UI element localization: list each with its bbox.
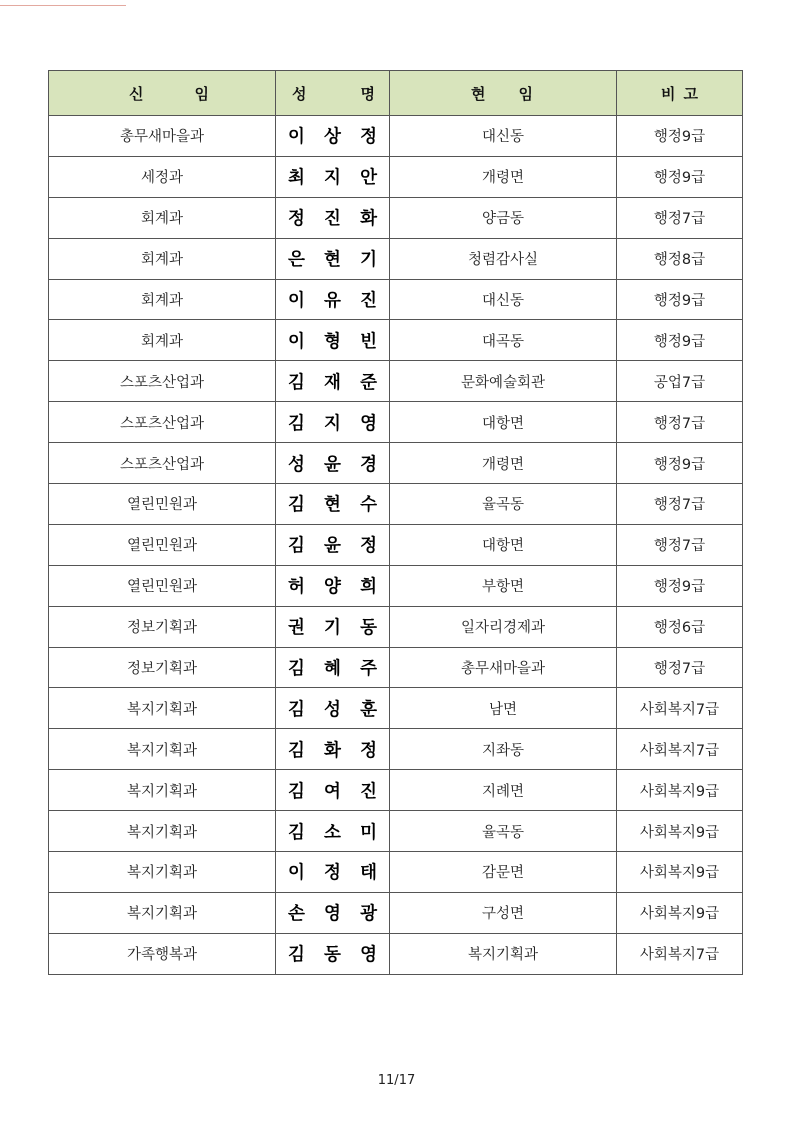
person-name-letters <box>276 328 389 353</box>
table-row <box>49 156 743 197</box>
cell-person-name <box>276 647 390 688</box>
cell-person-name <box>276 238 390 279</box>
person-name-char: 화 <box>324 740 341 761</box>
cell-person-name <box>276 688 390 729</box>
person-name-letters <box>276 859 389 884</box>
person-name-letters <box>276 941 389 966</box>
person-name-letters <box>276 819 389 844</box>
cell-current-post: 부항면 <box>390 565 617 606</box>
table-row <box>49 279 743 320</box>
cell-new-post: 회계과 <box>49 238 276 279</box>
header-name <box>276 71 390 116</box>
person-name-char: 정 <box>360 740 377 761</box>
person-name-char: 재 <box>324 372 341 393</box>
person-name-letters <box>276 205 389 230</box>
person-name-letters <box>276 614 389 639</box>
cell-current-post: 율곡동 <box>390 811 617 852</box>
person-name-char: 진 <box>360 291 377 311</box>
person-name-char: 은 <box>288 250 305 271</box>
person-name-letters <box>276 287 389 312</box>
personnel-table <box>48 70 743 975</box>
person-name-letters <box>276 451 389 476</box>
person-name-char: 성 <box>288 454 305 475</box>
header-name-char-1: 성 <box>292 84 307 103</box>
person-name-char: 정 <box>324 863 341 884</box>
person-name-char: 소 <box>324 822 341 843</box>
person-name-char: 준 <box>360 372 377 393</box>
cell-note-grade: 사회복지9급 <box>617 892 743 933</box>
cell-person-name <box>276 892 390 933</box>
cell-new-post: 정보기획과 <box>49 647 276 688</box>
person-name-letters <box>276 491 389 516</box>
person-name-char: 현 <box>324 495 341 516</box>
person-name-char: 훈 <box>360 699 377 720</box>
cell-note-grade: 사회복지9급 <box>617 770 743 811</box>
table-row <box>49 524 743 565</box>
cell-note-grade: 행정7급 <box>617 647 743 688</box>
table-row <box>49 688 743 729</box>
table-row <box>49 402 743 443</box>
cell-current-post: 청렴감사실 <box>390 238 617 279</box>
person-name-char: 영 <box>360 945 377 966</box>
header-note <box>617 71 743 116</box>
cell-new-post: 스포츠산업과 <box>49 361 276 402</box>
cell-note-grade: 행정9급 <box>617 116 743 157</box>
cell-new-post: 복지기획과 <box>49 852 276 893</box>
table-row <box>49 238 743 279</box>
header-note-char-1: 비 <box>661 84 676 103</box>
person-name-char: 화 <box>360 209 377 230</box>
person-name-char: 여 <box>324 781 341 802</box>
cell-new-post: 복지기획과 <box>49 729 276 770</box>
person-name-char: 형 <box>324 331 341 352</box>
person-name-char: 기 <box>324 618 341 639</box>
person-name-letters <box>276 532 389 557</box>
corner-decoration-line <box>0 5 126 6</box>
cell-current-post: 대항면 <box>390 524 617 565</box>
person-name-char: 윤 <box>324 454 341 475</box>
table-row <box>49 361 743 402</box>
cell-note-grade: 행정7급 <box>617 484 743 525</box>
person-name-char: 정 <box>360 127 377 148</box>
header-current-post-char-1: 현 <box>471 84 486 103</box>
cell-current-post: 지좌동 <box>390 729 617 770</box>
table-row <box>49 811 743 852</box>
cell-current-post: 대신동 <box>390 279 617 320</box>
page-number: 11/17 <box>377 1073 416 1088</box>
cell-new-post: 정보기획과 <box>49 606 276 647</box>
person-name-char: 김 <box>288 822 305 843</box>
cell-note-grade: 사회복지9급 <box>617 811 743 852</box>
person-name-char: 미 <box>360 822 377 843</box>
header-current-post <box>390 71 617 116</box>
person-name-letters <box>276 737 389 762</box>
person-name-char: 김 <box>288 740 305 761</box>
cell-new-post: 총무새마을과 <box>49 116 276 157</box>
cell-person-name <box>276 484 390 525</box>
cell-current-post: 대곡동 <box>390 320 617 361</box>
person-name-char: 허 <box>288 577 305 598</box>
table-row <box>49 565 743 606</box>
person-name-char: 정 <box>360 536 377 557</box>
cell-new-post: 열린민원과 <box>49 565 276 606</box>
person-name-char: 안 <box>360 168 377 189</box>
person-name-char: 진 <box>360 781 377 802</box>
cell-note-grade: 행정7급 <box>617 524 743 565</box>
cell-new-post: 가족행복과 <box>49 933 276 974</box>
personnel-table-container <box>48 70 742 975</box>
cell-person-name <box>276 933 390 974</box>
person-name-letters <box>276 696 389 721</box>
cell-person-name <box>276 524 390 565</box>
cell-person-name <box>276 197 390 238</box>
cell-new-post: 복지기획과 <box>49 892 276 933</box>
cell-new-post: 회계과 <box>49 279 276 320</box>
cell-note-grade: 행정9급 <box>617 279 743 320</box>
person-name-char: 동 <box>324 945 341 966</box>
cell-new-post: 스포츠산업과 <box>49 443 276 484</box>
cell-note-grade: 공업7급 <box>617 361 743 402</box>
cell-person-name <box>276 320 390 361</box>
cell-note-grade: 행정7급 <box>617 197 743 238</box>
cell-note-grade: 사회복지7급 <box>617 688 743 729</box>
header-new-post-char-2: 임 <box>194 84 209 103</box>
cell-new-post: 열린민원과 <box>49 484 276 525</box>
header-note-char-2: 고 <box>683 84 698 103</box>
cell-note-grade: 행정9급 <box>617 565 743 606</box>
person-name-letters <box>276 123 389 148</box>
cell-person-name <box>276 852 390 893</box>
cell-current-post: 대항면 <box>390 402 617 443</box>
cell-current-post: 개령면 <box>390 443 617 484</box>
cell-note-grade: 사회복지7급 <box>617 729 743 770</box>
cell-note-grade: 행정8급 <box>617 238 743 279</box>
cell-person-name <box>276 443 390 484</box>
cell-note-grade: 사회복지9급 <box>617 852 743 893</box>
table-row <box>49 852 743 893</box>
cell-person-name <box>276 729 390 770</box>
cell-person-name <box>276 811 390 852</box>
table-row <box>49 320 743 361</box>
person-name-char: 상 <box>324 127 341 148</box>
person-name-char: 김 <box>288 372 305 393</box>
person-name-letters <box>276 573 389 598</box>
cell-current-post: 지례면 <box>390 770 617 811</box>
cell-new-post: 세정과 <box>49 156 276 197</box>
table-row <box>49 770 743 811</box>
person-name-char: 김 <box>288 659 305 680</box>
person-name-char: 진 <box>324 209 341 230</box>
cell-current-post: 감문면 <box>390 852 617 893</box>
cell-current-post: 총무새마을과 <box>390 647 617 688</box>
cell-current-post: 복지기획과 <box>390 933 617 974</box>
person-name-char: 주 <box>360 659 377 680</box>
table-row <box>49 443 743 484</box>
person-name-char: 지 <box>324 413 341 434</box>
person-name-char: 영 <box>360 413 377 434</box>
person-name-char: 김 <box>288 945 305 966</box>
header-new-post <box>49 71 276 116</box>
table-row <box>49 484 743 525</box>
cell-current-post: 남면 <box>390 688 617 729</box>
person-name-char: 김 <box>288 699 305 720</box>
person-name-char: 김 <box>288 536 305 557</box>
cell-new-post: 복지기획과 <box>49 770 276 811</box>
cell-person-name <box>276 116 390 157</box>
cell-new-post: 회계과 <box>49 320 276 361</box>
person-name-char: 동 <box>360 618 377 639</box>
cell-current-post: 율곡동 <box>390 484 617 525</box>
person-name-char: 김 <box>288 495 305 516</box>
person-name-letters <box>276 246 389 271</box>
person-name-char: 빈 <box>360 331 377 352</box>
cell-new-post: 복지기획과 <box>49 688 276 729</box>
table-row <box>49 197 743 238</box>
person-name-char: 김 <box>288 781 305 802</box>
person-name-char: 양 <box>324 577 341 598</box>
person-name-letters <box>276 164 389 189</box>
person-name-char: 성 <box>324 699 341 720</box>
person-name-char: 윤 <box>324 536 341 557</box>
person-name-char: 수 <box>360 495 377 516</box>
cell-note-grade: 행정6급 <box>617 606 743 647</box>
cell-person-name <box>276 565 390 606</box>
cell-person-name <box>276 606 390 647</box>
cell-new-post: 회계과 <box>49 197 276 238</box>
person-name-letters <box>276 900 389 925</box>
person-name-char: 지 <box>324 168 341 189</box>
cell-current-post: 구성면 <box>390 892 617 933</box>
person-name-letters <box>276 369 389 394</box>
table-row <box>49 647 743 688</box>
person-name-char: 이 <box>288 291 305 311</box>
person-name-char: 광 <box>360 904 377 925</box>
person-name-char: 권 <box>288 618 305 639</box>
header-new-post-char-1: 신 <box>129 84 144 103</box>
cell-new-post: 열린민원과 <box>49 524 276 565</box>
cell-current-post: 개령면 <box>390 156 617 197</box>
person-name-char: 현 <box>324 250 341 271</box>
person-name-char: 이 <box>288 331 305 352</box>
header-name-char-2: 명 <box>360 84 375 103</box>
table-row <box>49 116 743 157</box>
table-header-row <box>49 71 743 116</box>
person-name-char: 혜 <box>324 659 341 680</box>
table-body <box>49 116 743 975</box>
person-name-char: 최 <box>288 168 305 189</box>
cell-note-grade: 사회복지7급 <box>617 933 743 974</box>
person-name-char: 정 <box>288 209 305 230</box>
cell-new-post: 스포츠산업과 <box>49 402 276 443</box>
person-name-char: 손 <box>288 904 305 925</box>
person-name-char: 희 <box>360 577 377 598</box>
table-row <box>49 892 743 933</box>
cell-new-post: 복지기획과 <box>49 811 276 852</box>
cell-person-name <box>276 770 390 811</box>
table-row <box>49 933 743 974</box>
cell-person-name <box>276 156 390 197</box>
person-name-letters <box>276 778 389 803</box>
person-name-char: 태 <box>360 863 377 884</box>
person-name-char: 이 <box>288 127 305 148</box>
cell-note-grade: 행정9급 <box>617 156 743 197</box>
table-row <box>49 729 743 770</box>
person-name-char: 김 <box>288 413 305 434</box>
person-name-letters <box>276 655 389 680</box>
table-row <box>49 606 743 647</box>
cell-note-grade: 행정9급 <box>617 320 743 361</box>
cell-person-name <box>276 279 390 320</box>
cell-current-post: 양금동 <box>390 197 617 238</box>
person-name-char: 경 <box>360 454 377 475</box>
cell-note-grade: 행정9급 <box>617 443 743 484</box>
cell-person-name <box>276 402 390 443</box>
cell-person-name <box>276 361 390 402</box>
header-current-post-char-2: 임 <box>518 84 533 103</box>
cell-current-post: 문화예술회관 <box>390 361 617 402</box>
person-name-char: 기 <box>360 250 377 271</box>
person-name-char: 이 <box>288 863 305 884</box>
cell-current-post: 일자리경제과 <box>390 606 617 647</box>
person-name-char: 영 <box>324 904 341 925</box>
cell-note-grade: 행정7급 <box>617 402 743 443</box>
person-name-letters <box>276 410 389 435</box>
person-name-char: 유 <box>324 291 341 311</box>
cell-current-post: 대신동 <box>390 116 617 157</box>
